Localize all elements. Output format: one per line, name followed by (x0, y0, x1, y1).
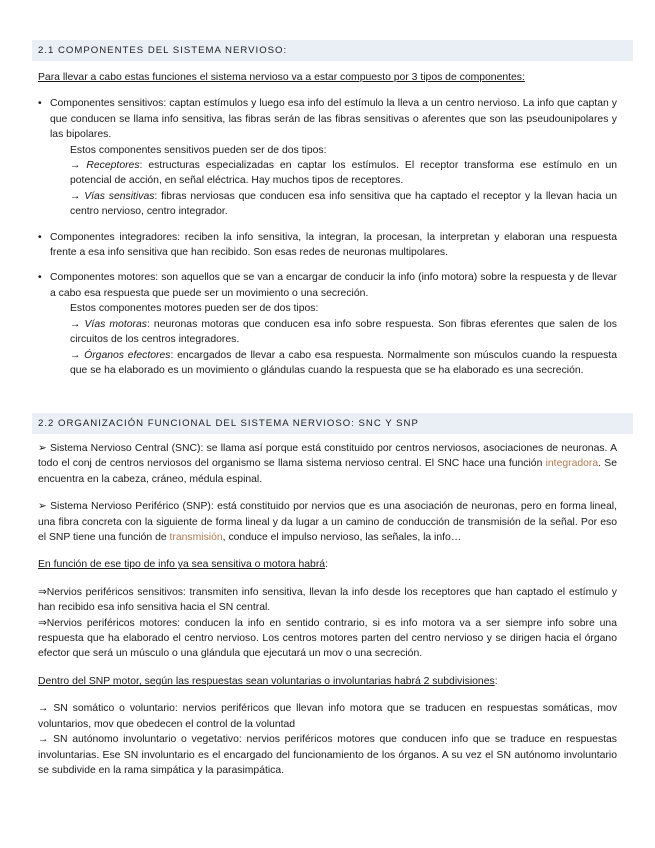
double-arrow-icon: ⇒ (38, 586, 47, 598)
vias-motoras-term: Vías motoras (84, 318, 147, 330)
motor-heading-line (38, 674, 617, 689)
arrow-icon: → (70, 318, 81, 330)
snc-text-a: Sistema Nervioso Central (SNC): se llama así porque está constituido por centros nerviosos, asociaciones de neuronas. A todo el conj de centros nerviosos del organismo se llama sistema nervioso central. El SNC hace una función (38, 443, 618, 470)
section-1-body (38, 70, 617, 378)
arrow-icon: → (70, 349, 81, 361)
autonomo-text: SN autónomo involuntario o vegetativo: nervios periféricos motores que conducen info que se traduce en respuestas involuntarias. Ese SN involuntario es el encargado del funcionamiento de los órganos. A su vez el SN autónomo involuntario se subdivide en la rama simpática y la parasimpática. (38, 734, 618, 776)
nervios-motores-text: Nervios periféricos motores: conducen la info en sentido contrario, si es info motora va a ser siempre info sobre una respuesta que ha elaborado el centro nervioso. Los centros motores parten del centro nervioso y se dirigen hacia el órgano efector que será un músculo o una glándula que ejecutará un mov o una secreción. (38, 617, 617, 660)
vias-motoras-item (70, 317, 617, 348)
section-heading-componentes: 2.1 COMPONENTES DEL SISTEMA NERVIOSO: (32, 40, 633, 61)
arrow-icon: → (38, 703, 49, 715)
snp-text-a: Sistema Nervioso Periférico (SNP): está constituido por nervios que es una asociación de neuronas, pero en forma lineal, una fibra concreta con la siguiente de forma lineal y da lugar a un camino de conducción de transmisión de la señal. Por eso el SNP tiene una función de (38, 501, 618, 544)
sensitivos-sub-intro: Estos componentes sensitivos pueden ser de dos tipos: (70, 144, 327, 156)
vias-sensitivas-text: : fibras nerviosas que conducen esa info sensitiva que ha captado el receptor y la llevan hacia un centro nervioso, centro integrador. (70, 190, 618, 218)
bullet-integradores (38, 230, 617, 261)
motores-sub (50, 301, 617, 378)
somatico-text: SN somático o voluntario: nervios periféricos que llevan info motora que se traducen en respuestas somáticas, mov voluntarios, mov que obedecen el control de la voluntad (38, 703, 618, 730)
func-heading-colon: : (325, 559, 328, 571)
nervios-sensitivos-paragraph (38, 585, 617, 616)
receptores-item (70, 158, 617, 189)
receptores-term: Receptores (86, 160, 140, 172)
bullet-icon: • (38, 231, 42, 243)
arrow-icon: → (70, 190, 81, 202)
snc-highlight: integradora (545, 458, 599, 470)
motor-heading-colon: : (494, 675, 498, 687)
func-heading: En función de ese tipo de info ya sea sensitiva o motora habrá (38, 559, 326, 571)
snp-highlight: transmisión (169, 532, 223, 544)
bullet-icon: • (38, 98, 42, 110)
sensitivos-text: Componentes sensitivos: captan estímulos y luego esa info del estímulo la lleva a un centro nervioso. La info que captan y que conducen se llama info sensitiva, las fibras serán de las fibras sensitivas o aferentes que son las pseudounipolares y las bipolares. (50, 98, 617, 141)
arrowhead-icon: ➢ (38, 443, 47, 454)
motores-sub-intro: Estos componentes motores pueden ser de dos tipos: (70, 303, 319, 315)
section-heading-organizacion: 2.2 ORGANIZACIÓN FUNCIONAL DEL SISTEMA NERVIOSO: SNC Y SNP (32, 413, 633, 434)
snc-paragraph (38, 441, 617, 487)
bullet-sensitivos (38, 96, 617, 219)
double-arrow-icon: ⇒ (38, 617, 47, 629)
snc-text-b: . Se encuentra en la cabeza, cráneo, médula espinal. (38, 458, 618, 485)
bullet-motores (38, 270, 617, 378)
vias-sensitivas-term: Vías sensitivas (84, 190, 155, 202)
nervios-motores-paragraph (38, 616, 617, 662)
nervios-sensitivos-text: Nervios periféricos sensitivos: transmiten info sensitiva, llevan la info desde los receptores que han captado el estímulo y han recibido esa info sensitiva hacia el SN central. (38, 586, 617, 614)
arrow-icon: → (70, 160, 81, 172)
motores-text: Componentes motores: son aquellos que se van a encargar de conducir la info (info motora) sobre la respuesta y de llevar a cabo esa respuesta que puede ser un movimiento o una secreción. (50, 272, 617, 299)
snp-paragraph (38, 499, 617, 545)
somatico-paragraph (38, 701, 617, 732)
snp-text-b: , conduce el impulso nervioso, las señales, la info… (222, 532, 462, 544)
organos-efectores-term: Órganos efectores (84, 349, 171, 361)
organos-efectores-text: : encargados de llevar a cabo esa respuesta. Normalmente son músculos cuando la respuesta que se ha elaborado es un movimiento o glándulas cuando la respuesta que se ha elaborado es una secreción. (70, 349, 618, 376)
func-heading-line (38, 557, 617, 572)
receptores-text: : estructuras especializadas en captar los estímulos. El receptor transforma ese estímulo en un potencial de acción, en señal eléctrica. Hay muchos tipos de receptores. (70, 160, 618, 187)
arrowhead-icon: ➢ (38, 501, 47, 513)
autonomo-paragraph (38, 732, 617, 778)
bullet-icon: • (38, 272, 42, 284)
vias-sensitivas-item (70, 189, 617, 220)
intro-text: Para llevar a cabo estas funciones el sistema nervioso va a estar compuesto por 3 tipos de componentes: (38, 72, 525, 83)
sensitivos-sub (50, 143, 617, 220)
motor-heading: Dentro del SNP motor, según las respuestas sean voluntarias o involuntarias habrá 2 subdivisiones (38, 675, 495, 687)
arrow-icon: → (38, 734, 49, 746)
organos-efectores-item (70, 348, 617, 379)
section-2-body (38, 441, 617, 778)
vias-motoras-text: : neuronas motoras que conducen esa info sobre respuesta. Son fibras eferentes que salen de los circuitos de los centros integradores. (70, 318, 617, 346)
integradores-text: Componentes integradores: reciben la info sensitiva, la integran, la procesan, la interpretan y elaboran una respuesta frente a esa info sensitiva que han recibido. Son esas redes de neuronas multipolares. (50, 231, 617, 259)
